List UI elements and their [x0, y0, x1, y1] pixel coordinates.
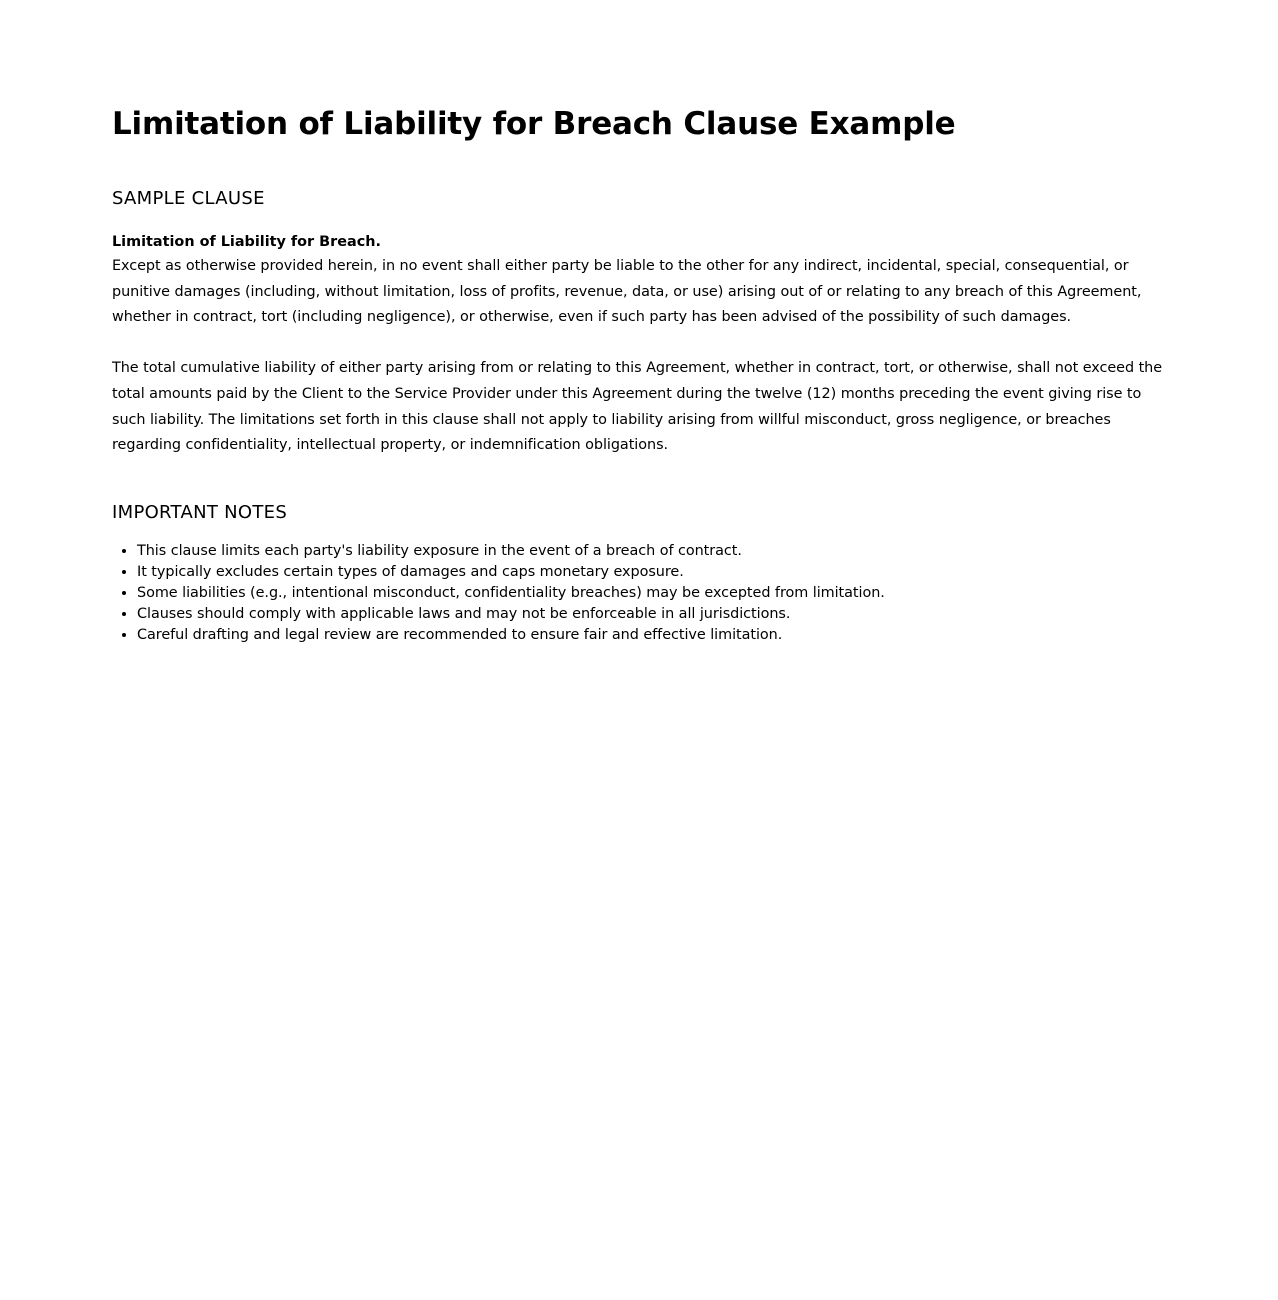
- important-notes-heading: IMPORTANT NOTES: [112, 501, 288, 523]
- list-item: • Careful drafting and legal review are recommended to ensure fair and effective limitation.: [137, 625, 1166, 646]
- list-item: • It typically excludes certain types of damages and caps monetary exposure.: [137, 562, 1166, 583]
- document-page: [0, 0, 1278, 646]
- clause-paragraph: The total cumulative liability of either party arising from or relating to this Agreement, whether in contract, tort, or otherwise, shall not exceed the total amounts paid by the Client to the Service Provider under this Agreement during the twelve (12) months preceding the event giving rise to such liability. The limitations set forth in this clause shall not apply to liability arising from willful misconduct, gross negligence, or breaches regarding confidentiality, intellectual property, or indemnification obligations.: [112, 360, 1163, 454]
- clause-title: Limitation of Liability for Breach.: [112, 234, 381, 250]
- page-title: Limitation of Liability for Breach Clause Example: [112, 106, 956, 142]
- sample-clause-section: [112, 187, 1166, 459]
- clause-paragraph: Except as otherwise provided herein, in no event shall either party be liable to the other for any indirect, incidental, special, consequential, or punitive damages (including, without limitation, loss of profits, revenue, data, or use) arising out of or relating to any breach of this Agreement, whether in contract, tort (including negligence), or otherwise, even if such party has been advised of the possibility of such damages.: [112, 258, 1142, 326]
- list-item: • Clauses should comply with applicable laws and may not be enforceable in all jurisdictions.: [137, 604, 1166, 625]
- list-item: • This clause limits each party's liability exposure in the event of a breach of contract.: [137, 541, 1166, 562]
- notes-list: [112, 541, 1166, 646]
- important-notes-section: [112, 501, 1166, 646]
- sample-clause-heading: SAMPLE CLAUSE: [112, 188, 265, 209]
- list-item: • Some liabilities (e.g., intentional misconduct, confidentiality breaches) may be excepted from limitation.: [137, 583, 1166, 604]
